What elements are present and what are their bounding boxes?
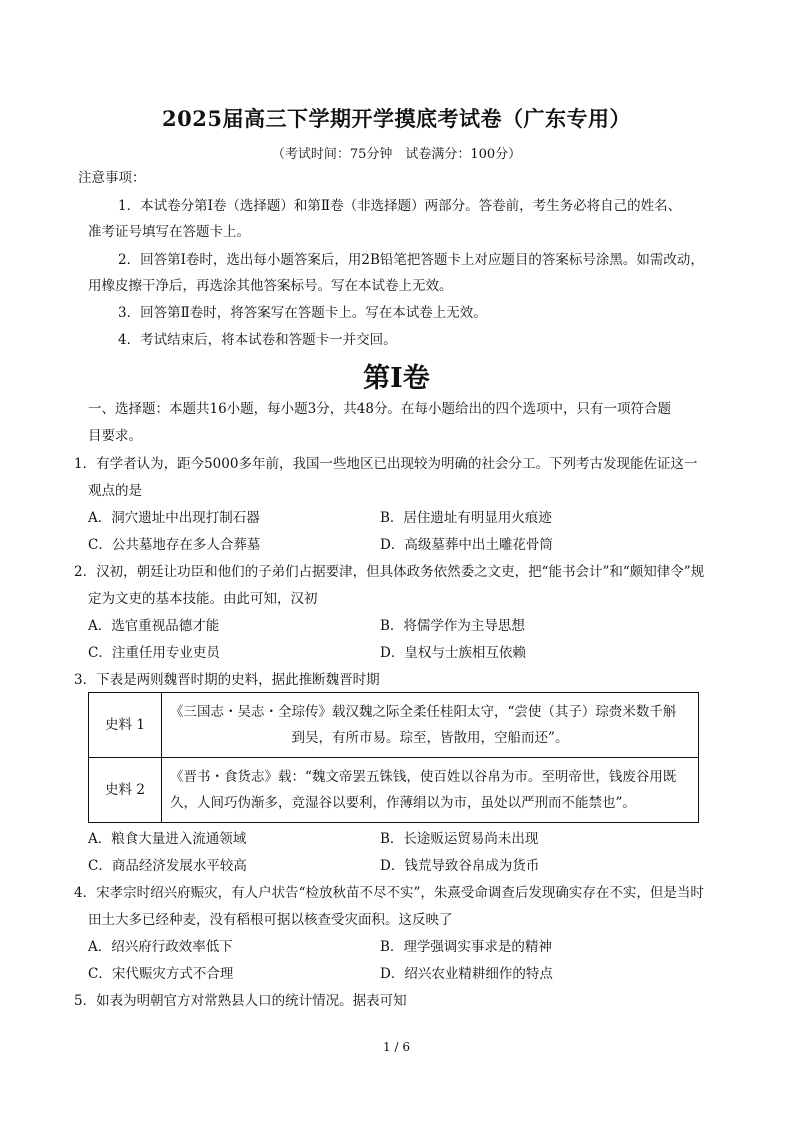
option-a: A．粮食大量进入流通领域 xyxy=(88,831,247,847)
option-d: D．钱荒导致谷帛成为货币 xyxy=(380,858,540,874)
table-content xyxy=(162,693,699,758)
page-number: 1 / 6 xyxy=(383,1040,410,1054)
source-table xyxy=(88,692,699,823)
question-stem: 观点的是 xyxy=(88,483,142,499)
table-label: 史料 2 xyxy=(89,758,162,823)
table-content-line: 《三国志・吴志・全琮传》载汉魏之际全柔任桂阳太守，“尝使（其子）琮赍米数千斛 xyxy=(170,704,677,720)
notice-item: 2．回答第Ⅰ卷时，选出每小题答案后，用2B铅笔把答题卡上对应题目的答案标号涂黑。如需改动， xyxy=(118,252,704,268)
question-stem: 2．汉初，朝廷让功臣和他们的子弟们占据要津，但具体政务依然委之文吏，把“能书会计”和“颇知律令”规 xyxy=(74,564,705,580)
table-content xyxy=(162,758,699,823)
question-stem: 3．下表是两则魏晋时期的史料，据此推断魏晋时期 xyxy=(74,672,380,688)
table-content-line: 久，人间巧伪渐多，竞湿谷以要利，作薄绢以为市，虽处以严刑而不能禁也”。 xyxy=(170,795,636,811)
notice-item: 3．回答第Ⅱ卷时，将答案写在答题卡上。写在本试卷上无效。 xyxy=(118,305,487,321)
option-a: A．绍兴府行政效率低下 xyxy=(88,939,233,955)
exam-subtitle: （考试时间：75分钟 试卷满分：100分） xyxy=(271,147,522,162)
option-d: D．皇权与士族相互依赖 xyxy=(380,645,526,661)
notice-item: 1．本试卷分第Ⅰ卷（选择题）和第Ⅱ卷（非选择题）两部分。答卷前，考生务必将自己的姓名、 xyxy=(118,198,682,214)
question-stem: 定为文吏的基本技能。由此可知，汉初 xyxy=(88,591,318,607)
option-c: C．商品经济发展水平较高 xyxy=(88,858,247,874)
option-b: B．居住遗址有明显用火痕迹 xyxy=(380,510,552,526)
table-label: 史料 1 xyxy=(89,693,162,758)
option-c: C．宋代赈灾方式不合理 xyxy=(88,966,234,982)
option-c: C．注重任用专业吏员 xyxy=(88,645,220,661)
option-b: B．理学强调实事求是的精神 xyxy=(380,939,552,955)
table-row xyxy=(89,693,699,758)
question-stem: 4．宋孝宗时绍兴府赈灾，有人户状告“检放秋苗不尽不实”，朱熹受命调查后发现确实存在不实，但是当时 xyxy=(74,885,704,901)
table-content-line: 《晋书・食货志》载：“魏文帝罢五铢钱，使百姓以谷帛为市。至明帝世，钱废谷用既 xyxy=(170,769,677,785)
section-title: 第Ⅰ卷 xyxy=(363,363,430,394)
option-b: B．将儒学作为主导思想 xyxy=(380,618,525,634)
exam-title: 2025届高三下学期开学摸底考试卷（广东专用） xyxy=(162,106,631,131)
notice-item: 用橡皮擦干净后，再选涂其他答案标号。写在本试卷上无效。 xyxy=(88,278,453,294)
question-stem: 5．如表为明朝官方对常熟县人口的统计情况。据表可知 xyxy=(74,993,407,1009)
option-a: A．选官重视品德才能 xyxy=(88,618,220,634)
table-row xyxy=(89,758,699,823)
notice-heading: 注意事项： xyxy=(78,170,146,186)
option-b: B．长途贩运贸易尚未出现 xyxy=(380,831,539,847)
option-a: A．洞穴遗址中出现打制石器 xyxy=(88,510,260,526)
notice-item: 4．考试结束后，将本试卷和答题卡一并交回。 xyxy=(118,332,397,348)
section-intro: 目要求。 xyxy=(88,428,142,444)
section-intro: 一、选择题：本题共16小题，每小题3分，共48分。在每小题给出的四个选项中，只有一项符合题 xyxy=(88,401,671,417)
table-content-line: 到吴，有所市易。琮至，皆散用，空船而还”。 xyxy=(291,730,569,746)
option-c: C．公共墓地存在多人合葬墓 xyxy=(88,537,261,553)
option-d: D．高级墓葬中出土雕花骨筒 xyxy=(380,537,553,553)
option-d: D．绍兴农业精耕细作的特点 xyxy=(380,966,553,982)
question-stem: 1．有学者认为，距今5000多年前，我国一些地区已出现较为明确的社会分工。下列考古发现能佐证这一 xyxy=(74,456,698,472)
notice-item: 准考证号填写在答题卡上。 xyxy=(88,224,250,240)
question-stem: 田土大多已经种麦，没有稻根可据以核查受灾面积。这反映了 xyxy=(88,912,453,928)
